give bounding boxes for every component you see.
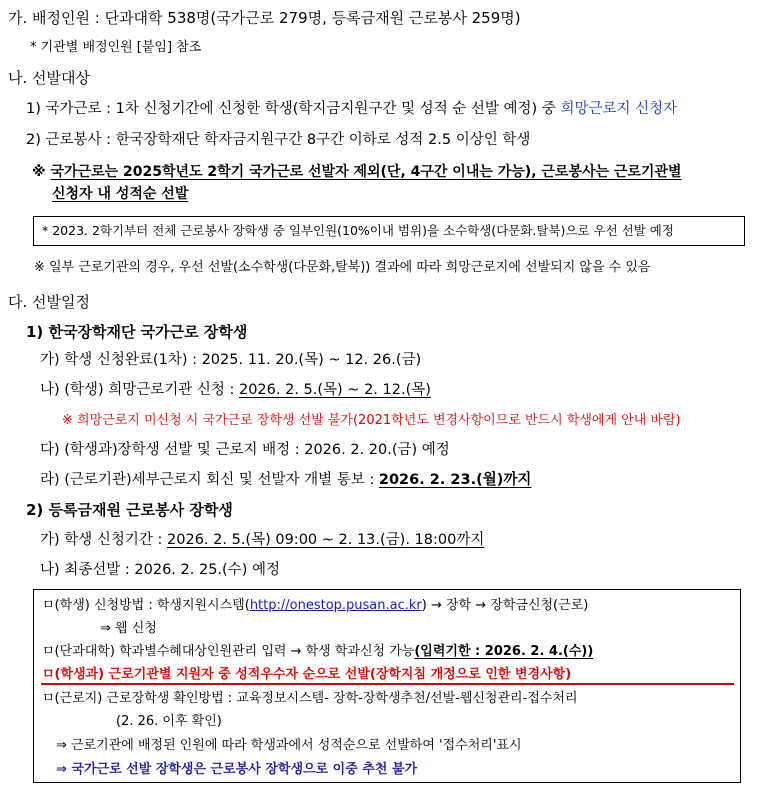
schedule-2-ga-date: 2026. 2. 5.(목) 09:00 ~ 2. 13.(금). 18:00까지 [167, 532, 485, 548]
section-na-title: 나. 선발대상 [8, 69, 90, 87]
minority-note: * 2023. 2학기부터 전체 근로봉사 장학생 중 일부인원(10%이내 범위)을 소수학생(다문화.탈북)으로 우선 선발 예정 [42, 223, 674, 238]
procedure-college-deadline: (입력기한 : 2026. 2. 4.(수)) [414, 644, 594, 659]
schedule-1-warning: ※ 희망근로지 미신청 시 국가근로 장학생 선발 불가(2021학년도 변경사항이므로 반드시 학생에게 안내 바람) [62, 413, 681, 428]
procedure-no-double-recommend: ⇒ 국가근로 선발 장학생은 근로봉사 장학생으로 이중 추천 불가 [56, 762, 418, 777]
schedule-2-ga [40, 530, 484, 550]
schedule-1-na [40, 380, 431, 400]
schedule-2-ga-label: 가) 학생 신청기간 : [40, 532, 168, 548]
schedule-2-na: 나) 최종선발 : 2026. 2. 25.(수) 예정 [40, 562, 280, 578]
allocation-note: * 기관별 배정인원 [붙임] 참조 [30, 40, 202, 55]
procedure-web-apply: ⇒ 웹 신청 [100, 621, 157, 636]
red-underline-divider [41, 683, 734, 685]
procedure-worksite-check: ㅁ(근로지) 근로장학생 확인방법 : 교육정보시스템- 장학-장학생추천/선발-웹신청관리-접수처리 [42, 691, 578, 706]
schedule-1-na-label: 나) (학생) 희망근로기관 신청 : [40, 382, 239, 398]
section-ga-line: 가. 배정인원 : 단과대학 538명(국가근로 279명, 등록금재원 근로봉사 259명) [8, 9, 521, 27]
exclusion-warning [32, 162, 682, 182]
schedule-1-ra-label: 라) (근로기관)세부근로지 회신 및 선발자 개별 통보 : [40, 472, 379, 488]
schedule-1-na-date: 2026. 2. 5.(목) ~ 2. 12.(목) [238, 382, 431, 398]
schedule-national-work-title: 1) 한국장학재단 국가근로 장학생 [26, 323, 248, 341]
procedure-college-input [42, 642, 593, 662]
eligibility-item-1-text: 1) 국가근로 : 1차 신청기간에 신청한 학생(학지금지원구간 및 성적 순 선발 예정) 중 [26, 101, 561, 117]
procedure-student-method-label: ㅁ(학생) 신청방법 : 학생지원시스템( [42, 598, 250, 613]
schedule-1-da: 다) (학생과)장학생 선발 및 근로지 배정 : 2026. 2. 20.(금) 예정 [40, 442, 450, 458]
eligibility-item-1-highlight: 희망근로지 신청자 [560, 101, 678, 117]
procedure-college-input-label: ㅁ(단과대학) 학과별수혜대상인원관리 입력 → 학생 학과신청 가능 [42, 644, 415, 659]
procedure-student-method [42, 596, 588, 616]
section-da-title: 다. 선발일정 [8, 293, 90, 311]
onestop-link[interactable]: http://onestop.pusan.ac.kr [249, 598, 422, 613]
schedule-volunteer-title: 2) 등록금재원 근로봉사 장학생 [26, 501, 233, 519]
exclusion-warning-line2: 신청자 내 성적순 선발 [52, 186, 189, 202]
schedule-1-ra [40, 470, 531, 490]
eligibility-item-1 [26, 99, 677, 119]
procedure-check-date: (2. 26. 이후 확인) [116, 714, 222, 729]
procedure-office-selection: ㅁ(학생과) 근로기관별 지원자 중 성적우수자 순으로 선발(장학지침 개정으로 인한 변경사항) [42, 667, 572, 682]
warning-mark: ※ [32, 164, 46, 180]
priority-selection-note: ※ 일부 근로기관의 경우, 우선 선발(소수학생(다문화,탈북)) 결과에 따라 희망근로지에 선발되지 않을 수 있음 [34, 260, 651, 275]
eligibility-item-2: 2) 근로봉사 : 한국장학재단 학자금지원구간 8구간 이하로 성적 2.5 이상인 학생 [26, 132, 531, 148]
schedule-1-ra-date: 2026. 2. 23.(월)까지 [378, 472, 532, 488]
procedure-student-method-path: ) → 장학 → 장학금신청(근로) [421, 598, 589, 613]
procedure-order-note: ⇒ 근로기관에 배정된 인원에 따라 학생과에서 성적순으로 선발하여 '접수처리'표시 [56, 738, 522, 753]
schedule-1-ga: 가) 학생 신청완료(1차) : 2025. 11. 20.(목) ~ 12. 26.(금) [40, 352, 422, 368]
exclusion-warning-line1: 국가근로는 2025학년도 2학기 국가근로 선발자 제외(단, 4구간 이내는 가능), 근로봉사는 근로기관별 [50, 164, 682, 180]
